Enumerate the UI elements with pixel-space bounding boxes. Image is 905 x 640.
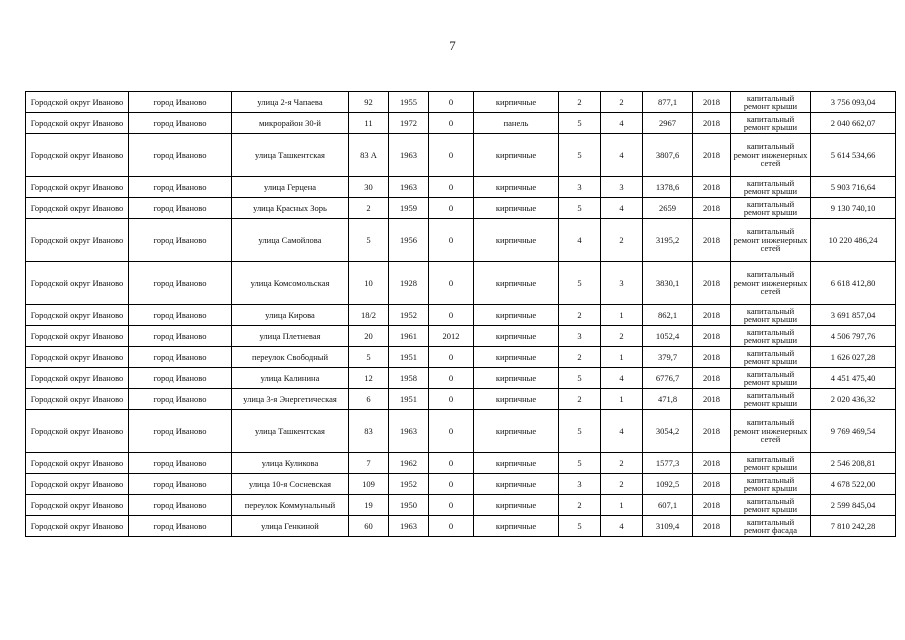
floors-cell: 5 bbox=[559, 368, 601, 389]
house-number-cell: 10 bbox=[349, 262, 389, 305]
cost-cell: 1 626 027,28 bbox=[811, 347, 896, 368]
table-row bbox=[26, 198, 896, 219]
plan-year-cell: 2018 bbox=[693, 177, 731, 198]
wall-material-cell: кирпичные bbox=[474, 134, 559, 177]
table-row bbox=[26, 113, 896, 134]
wall-material-cell: кирпичные bbox=[474, 474, 559, 495]
renovation-year-cell: 0 bbox=[429, 474, 474, 495]
page-number: 7 bbox=[449, 38, 456, 53]
floors-cell: 2 bbox=[559, 495, 601, 516]
house-number-cell: 5 bbox=[349, 219, 389, 262]
table-row bbox=[26, 305, 896, 326]
city-cell: город Иваново bbox=[129, 262, 232, 305]
city-cell: город Иваново bbox=[129, 410, 232, 453]
entrances-cell: 4 bbox=[601, 410, 643, 453]
city-cell: город Иваново bbox=[129, 219, 232, 262]
renovation-year-cell: 0 bbox=[429, 410, 474, 453]
wall-material-cell: кирпичные bbox=[474, 410, 559, 453]
floors-cell: 3 bbox=[559, 474, 601, 495]
year-built-cell: 1972 bbox=[389, 113, 429, 134]
entrances-cell: 3 bbox=[601, 262, 643, 305]
work-type-cell: капитальный ремонт крыши bbox=[731, 198, 811, 219]
cost-cell: 4 506 797,76 bbox=[811, 326, 896, 347]
year-built-cell: 1952 bbox=[389, 474, 429, 495]
work-type-cell: капитальный ремонт крыши bbox=[731, 389, 811, 410]
area-cell: 3195,2 bbox=[643, 219, 693, 262]
renovation-year-cell: 0 bbox=[429, 305, 474, 326]
house-number-cell: 11 bbox=[349, 113, 389, 134]
area-cell: 2659 bbox=[643, 198, 693, 219]
street-cell: улица 3-я Энергетическая bbox=[232, 389, 349, 410]
city-cell: город Иваново bbox=[129, 177, 232, 198]
entrances-cell: 2 bbox=[601, 326, 643, 347]
entrances-cell: 2 bbox=[601, 92, 643, 113]
table-row bbox=[26, 389, 896, 410]
district-cell: Городской округ Иваново bbox=[26, 177, 129, 198]
street-cell: улица Самойлова bbox=[232, 219, 349, 262]
cost-cell: 2 040 662,07 bbox=[811, 113, 896, 134]
street-cell: улица Герцена bbox=[232, 177, 349, 198]
plan-year-cell: 2018 bbox=[693, 219, 731, 262]
city-cell: город Иваново bbox=[129, 495, 232, 516]
district-cell: Городской округ Иваново bbox=[26, 474, 129, 495]
street-cell: улица 2-я Чапаева bbox=[232, 92, 349, 113]
plan-year-cell: 2018 bbox=[693, 305, 731, 326]
table-row bbox=[26, 262, 896, 305]
plan-year-cell: 2018 bbox=[693, 113, 731, 134]
cost-cell: 2 546 208,81 bbox=[811, 453, 896, 474]
cost-cell: 9 130 740,10 bbox=[811, 198, 896, 219]
table-body bbox=[26, 92, 896, 537]
year-built-cell: 1955 bbox=[389, 92, 429, 113]
entrances-cell: 2 bbox=[601, 219, 643, 262]
street-cell: переулок Коммунальный bbox=[232, 495, 349, 516]
area-cell: 3807,6 bbox=[643, 134, 693, 177]
cost-cell: 2 599 845,04 bbox=[811, 495, 896, 516]
district-cell: Городской округ Иваново bbox=[26, 516, 129, 537]
cost-cell: 10 220 486,24 bbox=[811, 219, 896, 262]
plan-year-cell: 2018 bbox=[693, 134, 731, 177]
table-row bbox=[26, 326, 896, 347]
house-number-cell: 83 bbox=[349, 410, 389, 453]
wall-material-cell: кирпичные bbox=[474, 347, 559, 368]
year-built-cell: 1961 bbox=[389, 326, 429, 347]
area-cell: 1052,4 bbox=[643, 326, 693, 347]
plan-year-cell: 2018 bbox=[693, 92, 731, 113]
city-cell: город Иваново bbox=[129, 113, 232, 134]
house-number-cell: 12 bbox=[349, 368, 389, 389]
work-type-cell: капитальный ремонт крыши bbox=[731, 177, 811, 198]
area-cell: 471,8 bbox=[643, 389, 693, 410]
renovation-year-cell: 0 bbox=[429, 453, 474, 474]
entrances-cell: 1 bbox=[601, 389, 643, 410]
district-cell: Городской округ Иваново bbox=[26, 305, 129, 326]
house-number-cell: 2 bbox=[349, 198, 389, 219]
renovation-year-cell: 0 bbox=[429, 198, 474, 219]
cost-cell: 2 020 436,32 bbox=[811, 389, 896, 410]
district-cell: Городской округ Иваново bbox=[26, 113, 129, 134]
table-row bbox=[26, 177, 896, 198]
wall-material-cell: кирпичные bbox=[474, 305, 559, 326]
cost-cell: 7 810 242,28 bbox=[811, 516, 896, 537]
wall-material-cell: кирпичные bbox=[474, 389, 559, 410]
entrances-cell: 4 bbox=[601, 113, 643, 134]
house-number-cell: 60 bbox=[349, 516, 389, 537]
street-cell: улица Ташкентская bbox=[232, 134, 349, 177]
entrances-cell: 2 bbox=[601, 474, 643, 495]
work-type-cell: капитальный ремонт крыши bbox=[731, 474, 811, 495]
street-cell: улица 10-я Сосневская bbox=[232, 474, 349, 495]
street-cell: улица Куликова bbox=[232, 453, 349, 474]
entrances-cell: 4 bbox=[601, 368, 643, 389]
plan-year-cell: 2018 bbox=[693, 326, 731, 347]
wall-material-cell: кирпичные bbox=[474, 198, 559, 219]
street-cell: улица Комсомольская bbox=[232, 262, 349, 305]
floors-cell: 3 bbox=[559, 326, 601, 347]
floors-cell: 5 bbox=[559, 198, 601, 219]
plan-year-cell: 2018 bbox=[693, 453, 731, 474]
house-number-cell: 19 bbox=[349, 495, 389, 516]
year-built-cell: 1952 bbox=[389, 305, 429, 326]
work-type-cell: капитальный ремонт инженерных сетей bbox=[731, 410, 811, 453]
wall-material-cell: кирпичные bbox=[474, 262, 559, 305]
floors-cell: 5 bbox=[559, 134, 601, 177]
entrances-cell: 2 bbox=[601, 453, 643, 474]
floors-cell: 5 bbox=[559, 516, 601, 537]
area-cell: 6776,7 bbox=[643, 368, 693, 389]
area-cell: 1577,3 bbox=[643, 453, 693, 474]
plan-year-cell: 2018 bbox=[693, 389, 731, 410]
district-cell: Городской округ Иваново bbox=[26, 219, 129, 262]
area-cell: 607,1 bbox=[643, 495, 693, 516]
year-built-cell: 1958 bbox=[389, 368, 429, 389]
city-cell: город Иваново bbox=[129, 516, 232, 537]
wall-material-cell: кирпичные bbox=[474, 92, 559, 113]
wall-material-cell: кирпичные bbox=[474, 219, 559, 262]
plan-year-cell: 2018 bbox=[693, 262, 731, 305]
street-cell: улица Кирова bbox=[232, 305, 349, 326]
work-type-cell: капитальный ремонт крыши bbox=[731, 113, 811, 134]
district-cell: Городской округ Иваново bbox=[26, 410, 129, 453]
work-type-cell: капитальный ремонт крыши bbox=[731, 326, 811, 347]
city-cell: город Иваново bbox=[129, 389, 232, 410]
work-type-cell: капитальный ремонт крыши bbox=[731, 495, 811, 516]
cost-cell: 4 451 475,40 bbox=[811, 368, 896, 389]
area-cell: 3054,2 bbox=[643, 410, 693, 453]
house-number-cell: 6 bbox=[349, 389, 389, 410]
renovation-year-cell: 0 bbox=[429, 347, 474, 368]
floors-cell: 5 bbox=[559, 113, 601, 134]
floors-cell: 2 bbox=[559, 347, 601, 368]
table-row bbox=[26, 474, 896, 495]
work-type-cell: капитальный ремонт крыши bbox=[731, 453, 811, 474]
house-number-cell: 83 А bbox=[349, 134, 389, 177]
entrances-cell: 4 bbox=[601, 516, 643, 537]
work-type-cell: капитальный ремонт крыши bbox=[731, 347, 811, 368]
year-built-cell: 1963 bbox=[389, 134, 429, 177]
work-type-cell: капитальный ремонт инженерных сетей bbox=[731, 134, 811, 177]
year-built-cell: 1963 bbox=[389, 177, 429, 198]
entrances-cell: 1 bbox=[601, 305, 643, 326]
area-cell: 1092,5 bbox=[643, 474, 693, 495]
year-built-cell: 1928 bbox=[389, 262, 429, 305]
street-cell: улица Калинина bbox=[232, 368, 349, 389]
street-cell: улица Ташкентская bbox=[232, 410, 349, 453]
floors-cell: 4 bbox=[559, 219, 601, 262]
district-cell: Городской округ Иваново bbox=[26, 495, 129, 516]
district-cell: Городской округ Иваново bbox=[26, 326, 129, 347]
renovation-year-cell: 0 bbox=[429, 516, 474, 537]
street-cell: переулок Свободный bbox=[232, 347, 349, 368]
wall-material-cell: кирпичные bbox=[474, 516, 559, 537]
wall-material-cell: кирпичные bbox=[474, 326, 559, 347]
area-cell: 379,7 bbox=[643, 347, 693, 368]
house-number-cell: 18/2 bbox=[349, 305, 389, 326]
area-cell: 3830,1 bbox=[643, 262, 693, 305]
cost-cell: 3 691 857,04 bbox=[811, 305, 896, 326]
renovation-year-cell: 0 bbox=[429, 389, 474, 410]
floors-cell: 5 bbox=[559, 410, 601, 453]
year-built-cell: 1959 bbox=[389, 198, 429, 219]
renovation-year-cell: 0 bbox=[429, 177, 474, 198]
work-type-cell: капитальный ремонт инженерных сетей bbox=[731, 219, 811, 262]
renovation-year-cell: 0 bbox=[429, 262, 474, 305]
area-cell: 862,1 bbox=[643, 305, 693, 326]
wall-material-cell: кирпичные bbox=[474, 177, 559, 198]
floors-cell: 5 bbox=[559, 262, 601, 305]
cost-cell: 5 903 716,64 bbox=[811, 177, 896, 198]
district-cell: Городской округ Иваново bbox=[26, 92, 129, 113]
district-cell: Городской округ Иваново bbox=[26, 389, 129, 410]
renovation-year-cell: 0 bbox=[429, 219, 474, 262]
area-cell: 1378,6 bbox=[643, 177, 693, 198]
entrances-cell: 3 bbox=[601, 177, 643, 198]
street-cell: улица Генкиной bbox=[232, 516, 349, 537]
entrances-cell: 1 bbox=[601, 495, 643, 516]
table-row bbox=[26, 219, 896, 262]
work-type-cell: капитальный ремонт инженерных сетей bbox=[731, 262, 811, 305]
entrances-cell: 4 bbox=[601, 198, 643, 219]
wall-material-cell: панель bbox=[474, 113, 559, 134]
district-cell: Городской округ Иваново bbox=[26, 198, 129, 219]
renovation-year-cell: 0 bbox=[429, 134, 474, 177]
entrances-cell: 4 bbox=[601, 134, 643, 177]
table-row bbox=[26, 516, 896, 537]
work-type-cell: капитальный ремонт фасада bbox=[731, 516, 811, 537]
cost-cell: 4 678 522,00 bbox=[811, 474, 896, 495]
city-cell: город Иваново bbox=[129, 305, 232, 326]
renovation-year-cell: 2012 bbox=[429, 326, 474, 347]
district-cell: Городской округ Иваново bbox=[26, 368, 129, 389]
plan-year-cell: 2018 bbox=[693, 495, 731, 516]
city-cell: город Иваново bbox=[129, 326, 232, 347]
wall-material-cell: кирпичные bbox=[474, 453, 559, 474]
street-cell: улица Красных Зорь bbox=[232, 198, 349, 219]
city-cell: город Иваново bbox=[129, 453, 232, 474]
year-built-cell: 1963 bbox=[389, 410, 429, 453]
city-cell: город Иваново bbox=[129, 368, 232, 389]
renovation-year-cell: 0 bbox=[429, 368, 474, 389]
renovation-year-cell: 0 bbox=[429, 495, 474, 516]
plan-year-cell: 2018 bbox=[693, 474, 731, 495]
year-built-cell: 1956 bbox=[389, 219, 429, 262]
street-cell: микрорайон 30-й bbox=[232, 113, 349, 134]
floors-cell: 2 bbox=[559, 389, 601, 410]
work-type-cell: капитальный ремонт крыши bbox=[731, 368, 811, 389]
table-row bbox=[26, 92, 896, 113]
plan-year-cell: 2018 bbox=[693, 368, 731, 389]
cost-cell: 3 756 093,04 bbox=[811, 92, 896, 113]
city-cell: город Иваново bbox=[129, 474, 232, 495]
district-cell: Городской округ Иваново bbox=[26, 262, 129, 305]
table-row bbox=[26, 410, 896, 453]
work-type-cell: капитальный ремонт крыши bbox=[731, 305, 811, 326]
year-built-cell: 1951 bbox=[389, 389, 429, 410]
plan-year-cell: 2018 bbox=[693, 410, 731, 453]
entrances-cell: 1 bbox=[601, 347, 643, 368]
year-built-cell: 1962 bbox=[389, 453, 429, 474]
house-number-cell: 92 bbox=[349, 92, 389, 113]
table-row bbox=[26, 368, 896, 389]
plan-year-cell: 2018 bbox=[693, 198, 731, 219]
wall-material-cell: кирпичные bbox=[474, 495, 559, 516]
street-cell: улица Плетневая bbox=[232, 326, 349, 347]
table-row bbox=[26, 453, 896, 474]
plan-year-cell: 2018 bbox=[693, 516, 731, 537]
city-cell: город Иваново bbox=[129, 134, 232, 177]
floors-cell: 3 bbox=[559, 177, 601, 198]
floors-cell: 2 bbox=[559, 92, 601, 113]
housing-repair-table bbox=[25, 91, 896, 537]
renovation-year-cell: 0 bbox=[429, 92, 474, 113]
city-cell: город Иваново bbox=[129, 92, 232, 113]
renovation-year-cell: 0 bbox=[429, 113, 474, 134]
district-cell: Городской округ Иваново bbox=[26, 134, 129, 177]
cost-cell: 6 618 412,80 bbox=[811, 262, 896, 305]
work-type-cell: капитальный ремонт крыши bbox=[731, 92, 811, 113]
district-cell: Городской округ Иваново bbox=[26, 453, 129, 474]
cost-cell: 5 614 534,66 bbox=[811, 134, 896, 177]
area-cell: 2967 bbox=[643, 113, 693, 134]
house-number-cell: 109 bbox=[349, 474, 389, 495]
year-built-cell: 1951 bbox=[389, 347, 429, 368]
plan-year-cell: 2018 bbox=[693, 347, 731, 368]
area-cell: 877,1 bbox=[643, 92, 693, 113]
wall-material-cell: кирпичные bbox=[474, 368, 559, 389]
floors-cell: 5 bbox=[559, 453, 601, 474]
year-built-cell: 1963 bbox=[389, 516, 429, 537]
house-number-cell: 30 bbox=[349, 177, 389, 198]
district-cell: Городской округ Иваново bbox=[26, 347, 129, 368]
city-cell: город Иваново bbox=[129, 347, 232, 368]
house-number-cell: 5 bbox=[349, 347, 389, 368]
table-row bbox=[26, 495, 896, 516]
table-row bbox=[26, 134, 896, 177]
house-number-cell: 7 bbox=[349, 453, 389, 474]
floors-cell: 2 bbox=[559, 305, 601, 326]
city-cell: город Иваново bbox=[129, 198, 232, 219]
area-cell: 3109,4 bbox=[643, 516, 693, 537]
table-row bbox=[26, 347, 896, 368]
year-built-cell: 1950 bbox=[389, 495, 429, 516]
house-number-cell: 20 bbox=[349, 326, 389, 347]
cost-cell: 9 769 469,54 bbox=[811, 410, 896, 453]
